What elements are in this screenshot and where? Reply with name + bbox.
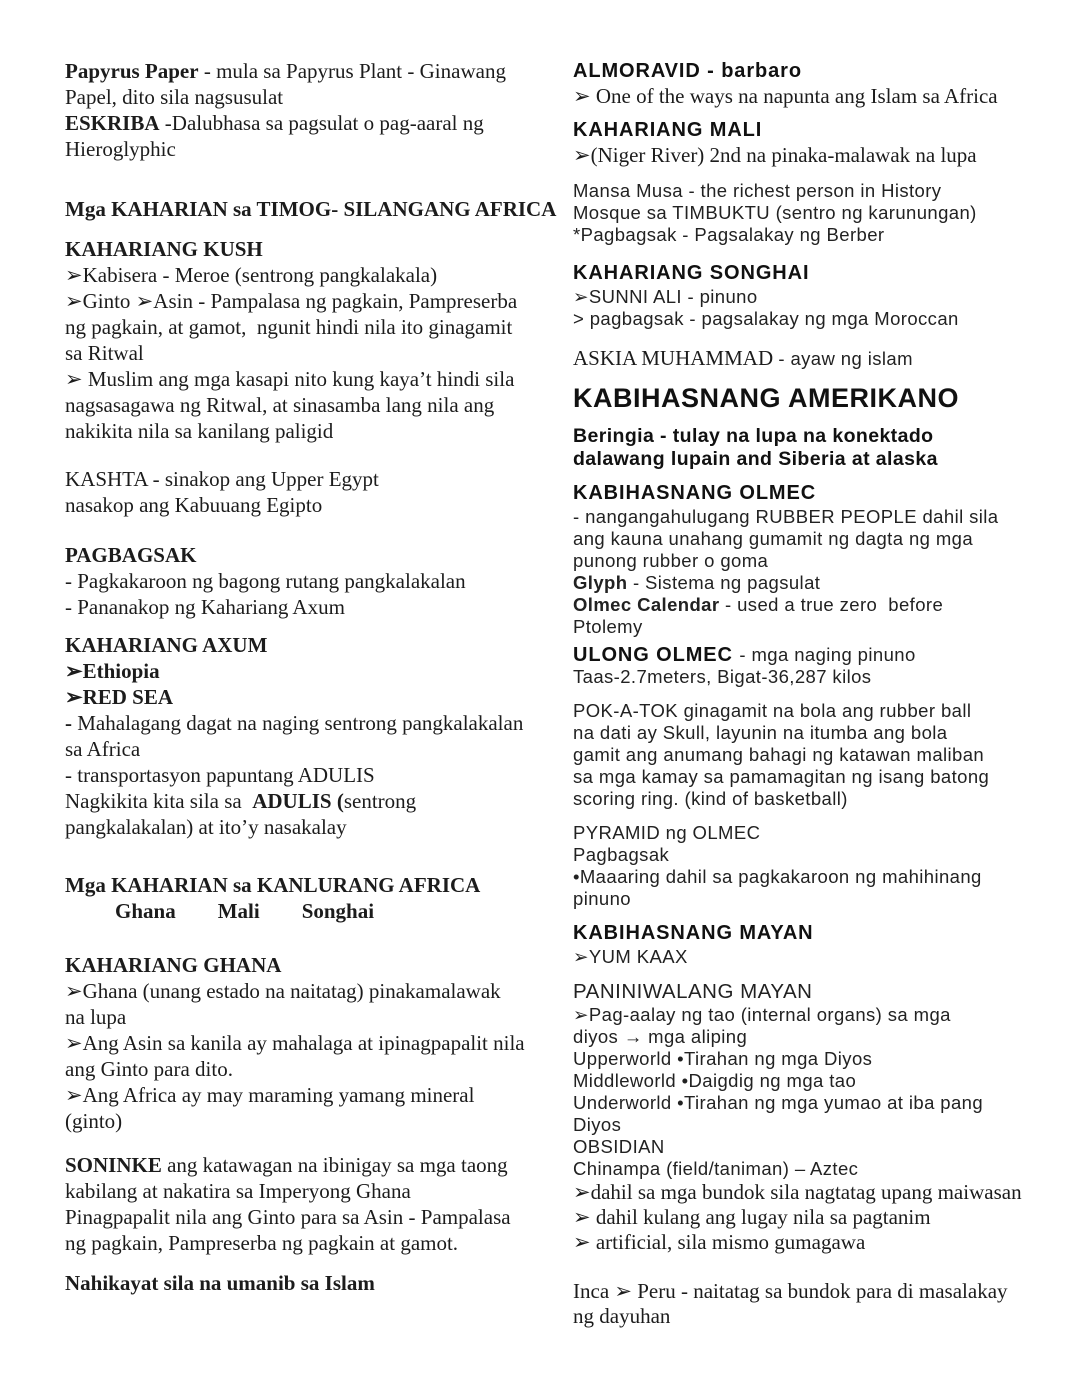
text-line	[573, 1048, 1053, 1070]
text-segment: gamit ang anumang bahagi ng katawan maliban	[573, 744, 985, 765]
text-line	[573, 644, 1053, 666]
text-line	[573, 1304, 1053, 1329]
text-segment: KAHARIANG AXUM	[65, 633, 268, 657]
text-segment: ➢ artificial, sila mismo gumagawa	[573, 1230, 866, 1254]
text-line	[573, 84, 1053, 109]
text-segment: - used a true zero before	[719, 594, 944, 615]
text-line	[573, 58, 1053, 84]
text-line	[65, 658, 555, 684]
text-segment: Inca ➢ Peru - naitatag sa bundok para di masalakay	[573, 1279, 1008, 1303]
text-line	[573, 700, 1053, 722]
text-segment: Papel, dito sila nagsusulat	[65, 85, 284, 109]
text-line	[573, 572, 1053, 594]
text-segment: sa Africa	[65, 737, 141, 761]
text-line	[573, 286, 1053, 308]
ulong-olmec-note	[573, 644, 1053, 688]
text-line	[65, 762, 555, 788]
kabihasnang-olmec-section	[573, 480, 1053, 638]
text-line	[65, 1056, 555, 1082]
text-segment: Mosque sa TIMBUKTU (sentro ng karunungan)	[573, 202, 977, 223]
text-line	[65, 872, 555, 898]
text-segment: Ghana	[115, 899, 176, 923]
inca-note	[573, 1279, 1053, 1329]
text-segment: KASHTA - sinakop ang Upper Egypt	[65, 467, 379, 491]
text-segment: PYRAMID ng OLMEC	[573, 822, 761, 843]
text-segment: na dati ay Skull, layunin na itumba ang bola	[573, 722, 948, 743]
text-segment: nagsasagawa ng Ritwal, at sinasamba lang nila ang	[65, 393, 495, 417]
text-segment: pangkalakalan) at ito’y nasakalay	[65, 815, 347, 839]
text-line	[573, 480, 1053, 506]
islam-note	[65, 1270, 555, 1296]
text-segment: Papyrus Paper	[65, 59, 199, 83]
text-segment: Upperworld •Tirahan ng mga Diyos	[573, 1048, 873, 1069]
text-segment: Ptolemy	[573, 616, 643, 637]
text-line	[65, 418, 555, 444]
beringia-note	[573, 425, 1053, 470]
text-line	[573, 1158, 1053, 1180]
text-segment: - transportasyon papuntang ADULIS	[65, 763, 375, 787]
text-line	[65, 314, 555, 340]
text-line	[573, 260, 1053, 286]
text-segment: punong rubber o goma	[573, 550, 769, 571]
text-segment: Pagbagsak	[573, 844, 670, 865]
text-line	[65, 1030, 555, 1056]
text-segment: ➢ One of the ways na napunta ang Islam sa Africa	[573, 84, 998, 108]
text-segment: ➢dahil sa mga bundok sila nagtatag upang maiwasan	[573, 1180, 1022, 1204]
text-segment: - Pagkakaroon ng bagong rutang pangkalakalan	[65, 569, 466, 593]
text-segment: ➢Ethiopia	[65, 659, 160, 683]
text-line	[573, 308, 1053, 330]
text-line	[573, 946, 1053, 968]
text-segment: kabilang at nakatira sa Imperyong Ghana	[65, 1179, 411, 1203]
text-line	[65, 262, 555, 288]
text-segment: •Maaaring dahil sa pagkakaroon ng mahihinang	[573, 866, 982, 887]
text-segment: - Pananakop ng Kahariang Axum	[65, 595, 345, 619]
text-line	[65, 1270, 555, 1296]
text-segment: ang kauna unahang gumamit ng dagta ng mga	[573, 528, 974, 549]
text-line	[573, 920, 1053, 946]
text-line	[573, 1004, 1053, 1026]
text-line	[573, 788, 1053, 810]
text-segment: Nagkikita kita sila sa	[65, 789, 253, 813]
text-line	[65, 978, 555, 1004]
text-line	[65, 1152, 555, 1178]
text-segment	[176, 899, 218, 923]
askia-muhammad-note	[573, 346, 1053, 371]
text-line	[573, 1230, 1053, 1255]
text-segment: nasakop ang Kabuuang Egipto	[65, 493, 323, 517]
text-segment: (ginto)	[65, 1109, 123, 1133]
text-segment: - nangangahulugang RUBBER PEOPLE dahil sila	[573, 506, 999, 527]
text-line	[573, 722, 1053, 744]
text-segment: Mali	[217, 899, 260, 923]
text-line	[573, 1279, 1053, 1304]
text-segment: ➢(Niger River) 2nd na pinaka-malawak na lupa	[573, 143, 977, 167]
text-segment: Olmec Calendar	[573, 594, 720, 615]
text-segment: ➢RED SEA	[65, 685, 174, 709]
text-segment: ULONG OLMEC	[573, 644, 740, 666]
text-segment: Beringia - tulay na lupa na konektado	[573, 425, 934, 447]
text-segment: ➢Kabisera - Meroe (sentrong pangkalakala)	[65, 263, 438, 287]
text-line	[573, 1136, 1053, 1158]
pyramid-olmec-note	[573, 822, 1053, 910]
text-line	[573, 1070, 1053, 1092]
text-segment: Diyos	[573, 1114, 622, 1135]
text-segment: ➢Ang Asin sa kanila ay mahalaga at ipinagpapalit nila	[65, 1031, 525, 1055]
text-line	[65, 340, 555, 366]
text-segment: ESKRIBA	[65, 111, 160, 135]
text-line	[65, 196, 555, 222]
text-line	[573, 980, 1053, 1004]
text-segment: ALMORAVID - barbaro	[573, 60, 802, 82]
text-segment: KABIHASNANG OLMEC	[573, 482, 817, 504]
text-line	[65, 542, 555, 568]
text-segment: dalawang lupain and Siberia at alaska	[573, 447, 938, 470]
text-segment: Glyph	[573, 572, 628, 593]
text-line	[573, 425, 1053, 448]
text-segment: Songhai	[301, 899, 375, 923]
text-segment: *Pagbagsak - Pagsalakay ng Berber	[573, 224, 885, 245]
text-line	[65, 632, 555, 658]
text-line	[573, 202, 1053, 224]
text-segment: Chinampa (field/taniman) – Aztec	[573, 1158, 859, 1179]
text-segment: - Sistema ng pagsulat	[627, 572, 821, 593]
text-segment: diyos → mga aliping	[573, 1026, 748, 1047]
text-line	[573, 143, 1053, 168]
text-segment: SONINKE	[65, 1153, 162, 1177]
text-line	[65, 1178, 555, 1204]
text-line	[65, 814, 555, 840]
text-line	[573, 744, 1053, 766]
text-segment: sentrong	[343, 789, 417, 813]
text-segment: scoring ring. (kind of basketball)	[573, 788, 848, 809]
text-line	[65, 466, 555, 492]
text-line	[65, 110, 555, 136]
left-column	[65, 58, 555, 1296]
text-line	[573, 381, 1053, 415]
text-line	[573, 1205, 1053, 1230]
text-line	[65, 236, 555, 262]
text-segment: -Dalubhasa sa pagsulat o pag-aaral ng	[159, 111, 484, 135]
text-segment: Hieroglyphic	[65, 137, 176, 161]
text-line	[573, 888, 1053, 910]
text-segment: ➢Ghana (unang estado na naitatag) pinakamalawak	[65, 979, 501, 1003]
text-line	[65, 84, 555, 110]
text-line	[65, 1004, 555, 1030]
text-segment: ➢ Muslim ang mga kasapi nito kung kaya’t hindi sila	[65, 367, 515, 391]
text-line	[65, 684, 555, 710]
text-line	[573, 1026, 1053, 1048]
text-segment: pinuno	[573, 888, 631, 909]
text-segment: PANINIWALANG MAYAN	[573, 980, 813, 1003]
text-segment: -	[65, 711, 78, 735]
text-line	[65, 1082, 555, 1108]
text-line	[65, 898, 555, 924]
kahariang-axum-section	[65, 632, 555, 840]
text-line	[573, 448, 1053, 471]
text-segment: KABIHASNANG AMERIKANO	[573, 383, 959, 413]
heading-timog-silangang-africa	[65, 196, 555, 222]
text-segment: ng dayuhan	[573, 1304, 671, 1328]
pagbagsak-kush-section	[65, 542, 555, 620]
text-segment: ng pagkain, at gamot, ngunit hindi nila ito ginagamit	[65, 315, 513, 339]
text-segment: sa mga kamay sa pamamagitan ng isang batong	[573, 766, 990, 787]
text-segment: KAHARIANG KUSH	[65, 237, 263, 261]
paniniwalang-mayan-section	[573, 980, 1053, 1255]
text-segment: PAGBAGSAK	[65, 543, 197, 567]
text-line	[573, 822, 1053, 844]
text-line	[573, 766, 1053, 788]
text-line	[65, 288, 555, 314]
mansa-musa-note	[573, 180, 1053, 246]
text-line	[573, 117, 1053, 143]
soninke-note	[65, 1152, 555, 1256]
text-segment: ➢Pag-aalay ng tao (internal organs) sa mga	[573, 1004, 951, 1025]
kahariang-mali-section	[573, 117, 1053, 168]
kahariang-ghana-section	[65, 952, 555, 1134]
text-line	[573, 180, 1053, 202]
text-line	[573, 616, 1053, 638]
text-segment: ADULIS (	[252, 789, 344, 813]
text-segment: nakikita nila sa kanilang paligid	[65, 419, 334, 443]
text-segment: Nahikayat sila na umanib sa Islam	[65, 1271, 375, 1295]
text-segment: ➢YUM KAAX	[573, 946, 688, 967]
text-line	[65, 136, 555, 162]
text-segment: KABIHASNANG MAYAN	[573, 922, 814, 944]
text-line	[65, 1230, 555, 1256]
text-segment: - ayaw ng islam	[778, 348, 913, 369]
text-segment: Mansa Musa - the richest person in History	[573, 180, 942, 201]
text-line	[65, 568, 555, 594]
text-segment: ➢Ginto ➢Asin - Pampalasa ng pagkain, Pampreserba	[65, 289, 518, 313]
text-line	[65, 952, 555, 978]
text-segment: sa Ritwal	[65, 341, 144, 365]
text-line	[573, 666, 1053, 688]
text-line	[65, 710, 555, 736]
text-segment: ➢SUNNI ALI - pinuno	[573, 286, 758, 307]
text-segment: ASKIA MUHAMMAD	[573, 346, 779, 370]
text-line	[573, 506, 1053, 528]
text-segment: Mga KAHARIAN sa KANLURANG AFRICA	[65, 873, 481, 897]
text-line	[573, 1180, 1053, 1205]
kahariang-songhai-section	[573, 260, 1053, 330]
text-segment	[260, 899, 302, 923]
text-segment: ➢ dahil kulang ang lugay nila sa pagtanim	[573, 1205, 931, 1229]
almoravid-section	[573, 58, 1053, 109]
text-line	[573, 844, 1053, 866]
text-line	[65, 1204, 555, 1230]
text-line	[573, 224, 1053, 246]
text-segment: Underworld •Tirahan ng mga yumao at iba pang	[573, 1092, 984, 1113]
text-segment: KAHARIANG SONGHAI	[573, 262, 810, 284]
text-segment: ng pagkain, Pampreserba ng pagkain at gamot.	[65, 1231, 459, 1255]
text-segment: Mahalagang dagat na naging sentrong pangkalakalan	[77, 711, 524, 735]
text-segment: OBSIDIAN	[573, 1136, 665, 1157]
text-line	[65, 366, 555, 392]
text-segment: Pinagpapalit nila ang Ginto para sa Asin - Pampalasa	[65, 1205, 511, 1229]
text-line	[573, 550, 1053, 572]
text-line	[573, 594, 1053, 616]
text-line	[573, 866, 1053, 888]
text-line	[65, 58, 555, 84]
text-line	[65, 492, 555, 518]
text-line	[573, 1092, 1053, 1114]
text-line	[65, 736, 555, 762]
heading-kabihasnang-amerikano	[573, 381, 1053, 415]
text-line	[65, 594, 555, 620]
text-segment: ➢Ang Africa ay may maraming yamang mineral	[65, 1083, 475, 1107]
text-segment: Taas-2.7meters, Bigat-36,287 kilos	[573, 666, 872, 687]
text-segment: KAHARIANG GHANA	[65, 953, 282, 977]
text-segment: ang Ginto para dito.	[65, 1057, 233, 1081]
text-line	[573, 1114, 1053, 1136]
pok-a-tok-note	[573, 700, 1053, 810]
text-segment: KAHARIANG MALI	[573, 119, 763, 141]
kabihasnang-mayan-section	[573, 920, 1053, 968]
text-line	[573, 528, 1053, 550]
kashta-note	[65, 466, 555, 518]
text-segment: ang katawagan na ibinigay sa mga taong	[161, 1153, 508, 1177]
text-segment: POK-A-TOK ginagamit na bola ang rubber ball	[573, 700, 972, 721]
papyrus-eskriba-notes	[65, 58, 555, 162]
right-column	[573, 50, 1053, 1329]
text-segment: Middleworld •Daigdig ng mga tao	[573, 1070, 857, 1091]
text-segment: > pagbagsak - pagsalakay ng mga Moroccan	[573, 308, 959, 329]
text-line	[65, 1108, 555, 1134]
text-segment: Mga KAHARIAN sa TIMOG- SILANGANG AFRICA	[65, 197, 557, 221]
kahariang-kush-section	[65, 236, 555, 444]
text-line	[65, 392, 555, 418]
text-line	[573, 346, 1053, 371]
text-segment: - mga naging pinuno	[739, 644, 916, 665]
text-segment: na lupa	[65, 1005, 127, 1029]
heading-kanlurang-africa	[65, 872, 555, 924]
text-line	[65, 788, 555, 814]
text-segment: - mula sa Papyrus Plant - Ginawang	[198, 59, 506, 83]
